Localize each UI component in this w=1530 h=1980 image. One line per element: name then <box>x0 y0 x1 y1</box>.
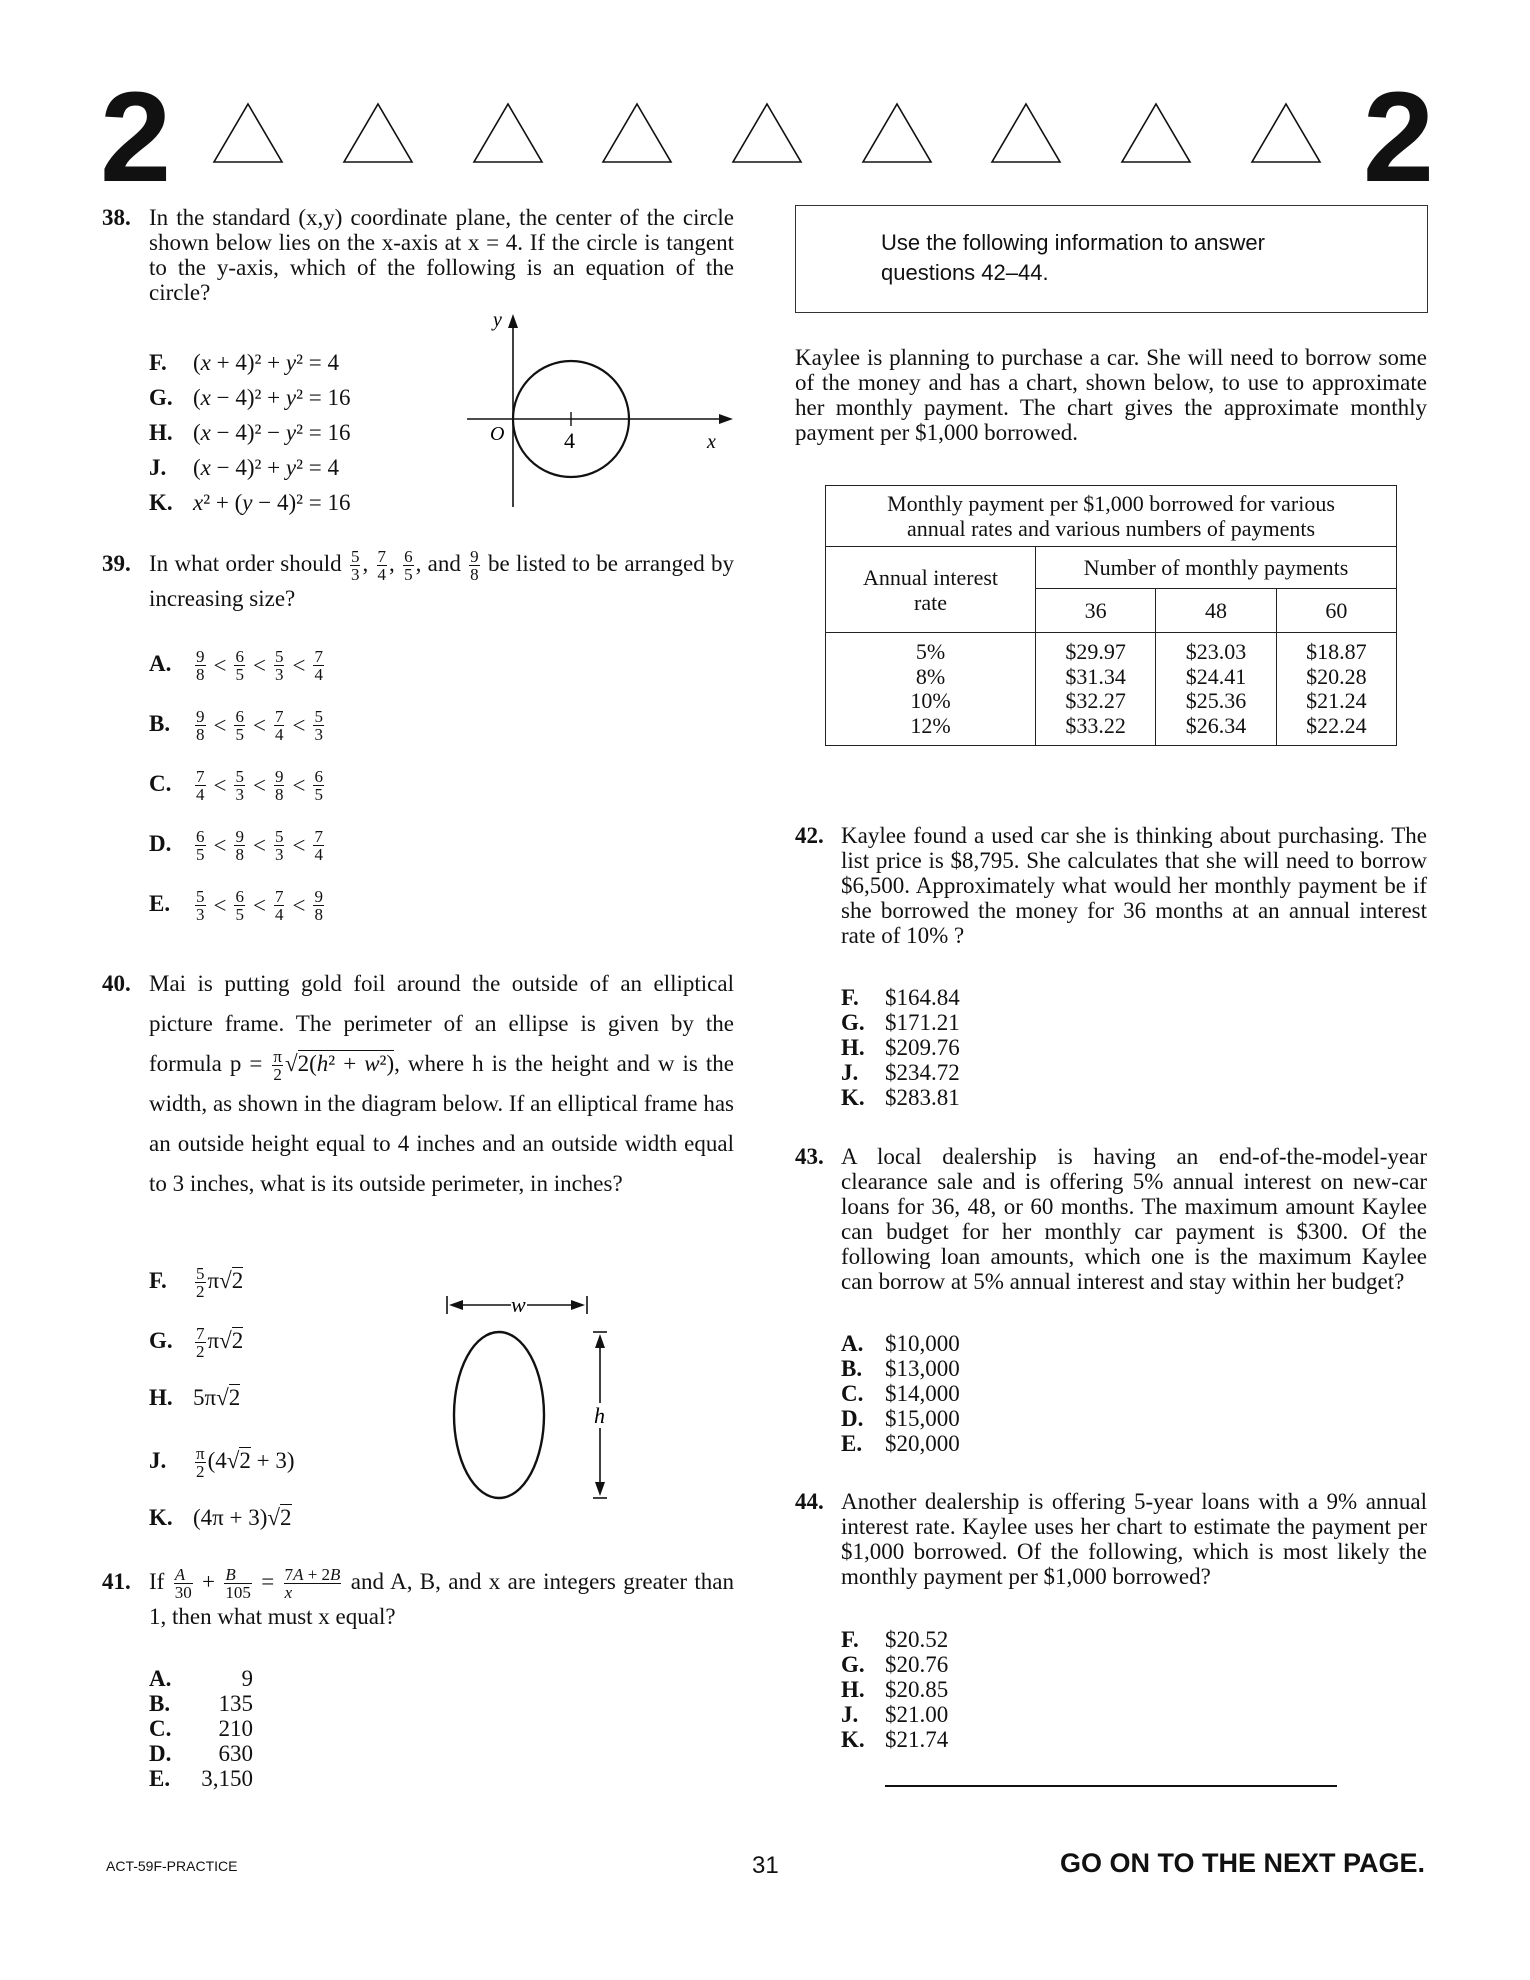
fraction: $\frac{9}{8}$ <box>470 547 479 585</box>
question-41 <box>102 1566 734 1633</box>
table-value: $33.22 <box>1065 712 1126 738</box>
ellipse-shape <box>454 1332 544 1498</box>
rates-cell <box>826 633 1036 746</box>
question-39 <box>102 548 734 615</box>
question-number: 42. <box>795 823 824 848</box>
option-text: $234.72 <box>885 1060 960 1085</box>
intro-paragraph: Kaylee is planning to purchase a car. She will need to borrow some of the money and has a chart, shown below, to use to approximate her monthly payment. The chart gives the approximate monthly payment per $1,000 borrowed. <box>795 345 1427 445</box>
option-text: 630 <box>218 1741 253 1766</box>
option-letter: D. <box>149 830 172 856</box>
answer-option[interactable] <box>149 1445 295 1480</box>
answer-option[interactable] <box>149 1741 253 1767</box>
option-letter: H. <box>841 1035 865 1060</box>
option-letter: K. <box>841 1085 865 1110</box>
option-letter: K. <box>841 1727 865 1752</box>
circle-diagram <box>455 312 740 512</box>
option-letter: A. <box>149 650 172 676</box>
triangle-icon <box>601 102 673 164</box>
option-text: $15,000 <box>885 1406 960 1431</box>
fraction: $\frac{\pi}{2}$ <box>196 1444 205 1481</box>
table-value: $26.34 <box>1185 712 1247 738</box>
col-48-cell <box>1156 633 1276 746</box>
option-text: $\frac{\pi}{2}$ (4√2 + 3) <box>196 1444 295 1481</box>
answer-option[interactable] <box>149 420 350 446</box>
question-number: 39. <box>102 551 131 576</box>
question-number: 43. <box>795 1144 824 1169</box>
w-label: w <box>511 1292 526 1317</box>
table-value: $24.41 <box>1185 663 1247 689</box>
table-value: $22.24 <box>1306 712 1367 738</box>
x-axis-arrow-icon <box>719 414 733 424</box>
option-text: $\frac{9}{8}$ < $\frac{6}{5}$ < $\frac{7}{4}$ < $\frac{5}{3}$ <box>196 707 323 744</box>
answer-option[interactable] <box>149 1716 253 1742</box>
table-value: $29.97 <box>1065 639 1126 664</box>
fraction: $\frac{9}{8}$ <box>235 827 244 864</box>
h-arrow-down-icon <box>595 1482 605 1496</box>
x-label: x <box>707 431 716 453</box>
question-44 <box>795 1489 1427 1589</box>
answer-option[interactable] <box>149 385 350 411</box>
option-text: $164.84 <box>885 985 960 1010</box>
option-text: $\frac{5}{2}$ π√2 <box>196 1264 244 1301</box>
option-letter: F. <box>149 1267 167 1293</box>
h-label: h <box>594 1403 605 1428</box>
option-letter: E. <box>149 1766 171 1791</box>
table-caption: Monthly payment per $1,000 borrowed for various annual rates and various numbers of payments <box>826 486 1397 547</box>
fraction: $\frac{7}{4}$ <box>314 647 323 684</box>
triangle-icon <box>990 102 1062 164</box>
answer-option[interactable] <box>149 455 339 481</box>
answer-option[interactable] <box>841 1035 960 1061</box>
question-text: A local dealership is having an end-of-the-model-year clearance sale and is offering 5% annual interest on new-car loans for 36, 48, or 60 months. The maximum amount Kaylee can budget for her monthly car payment is $300. Of the following loan amounts, which one is the maximum Kaylee can borrow at 5% annual interest and stay within her budget? <box>841 1144 1427 1294</box>
answer-option[interactable] <box>149 1385 240 1411</box>
w-arrow-right-icon <box>571 1300 585 1310</box>
end-rule <box>885 1785 1337 1787</box>
answer-option[interactable] <box>149 1265 243 1300</box>
question-number: 40. <box>102 971 131 996</box>
triangle-icon <box>731 102 803 164</box>
table-value: $20.28 <box>1306 663 1367 689</box>
fraction: $\frac{9}{8}$ <box>274 767 284 804</box>
answer-option[interactable] <box>841 1652 948 1678</box>
answer-option[interactable] <box>149 1691 253 1717</box>
formula-fraction: $\frac{\pi}{2}$ <box>273 1047 282 1085</box>
table-value: 5% <box>915 639 946 664</box>
table-value: $18.87 <box>1306 639 1367 664</box>
option-letter: J. <box>841 1060 859 1085</box>
option-letter: J. <box>149 1447 167 1473</box>
option-text: x² + (y − 4)² = 16 <box>193 490 351 515</box>
option-text: 5π√2 <box>193 1385 241 1410</box>
answer-option[interactable] <box>149 888 326 923</box>
table-value: $31.34 <box>1065 663 1126 689</box>
option-letter: F. <box>149 350 167 375</box>
question-43 <box>795 1144 1427 1294</box>
option-letter: B. <box>841 1356 863 1381</box>
option-letter: G. <box>149 385 173 410</box>
y-axis-arrow-icon <box>508 314 518 328</box>
answer-option[interactable] <box>149 828 326 863</box>
question-number: 38. <box>102 205 131 230</box>
question-42 <box>795 823 1427 948</box>
answer-option[interactable] <box>149 490 350 516</box>
fraction: $\frac{9}{8}$ <box>196 647 205 684</box>
option-text: 9 <box>241 1666 253 1691</box>
option-text: $20.85 <box>885 1677 949 1702</box>
column-header: 48 <box>1156 589 1276 633</box>
option-text: $\frac{7}{4}$ < $\frac{5}{3}$ < $\frac{9}{8}$ < $\frac{6}{5}$ <box>196 767 323 804</box>
fraction: $\frac{6}{5}$ <box>235 887 244 924</box>
question-text: Mai is putting gold foil around the outside of an elliptical picture frame. The perimeter of an ellipse is given by the formula p = $\frac{\pi}{2}$ √2(h² + w²), where h is the height and w is the width, as shown in the diagram below. If an elliptical frame has an outside height equal to 4 inches and an outside width equal to 3 inches, what is its outside perimeter, in inches? <box>149 971 735 1196</box>
triangle-icon <box>212 102 284 164</box>
fraction-list: $\frac{5}{3}$ , $\frac{7}{4}$ , $\frac{6}{5}$ , <box>350 547 422 585</box>
option-letter: E. <box>149 890 171 916</box>
fraction: $\frac{5}{3}$ <box>314 707 323 744</box>
section-number-left: 2 <box>100 66 168 209</box>
rate-header: Annual interest rate <box>826 547 1036 633</box>
fraction: $\frac{7}{4}$ <box>274 707 284 744</box>
fraction: $\frac{5}{2}$ <box>196 1264 205 1301</box>
option-letter: K. <box>149 1505 173 1530</box>
column-header: 60 <box>1276 589 1396 633</box>
col-60-cell <box>1276 633 1396 746</box>
option-letter: K. <box>149 490 173 515</box>
option-letter: H. <box>149 420 173 445</box>
option-text: $\frac{5}{3}$ < $\frac{6}{5}$ < $\frac{7}{4}$ < $\frac{9}{8}$ <box>196 887 323 924</box>
page-number: 31 <box>752 1852 779 1879</box>
fraction: $\frac{6}{5}$ <box>404 547 413 585</box>
option-letter: G. <box>149 1327 173 1353</box>
fraction: $\frac{9}{8}$ <box>196 707 205 744</box>
answer-option[interactable] <box>149 1666 253 1692</box>
option-text: (4π + 3)√2 <box>193 1505 292 1530</box>
formula-radical: √2(h² + w²) <box>284 1051 395 1076</box>
fraction: $\frac{6}{5}$ <box>235 707 244 744</box>
answer-option[interactable] <box>841 1727 948 1753</box>
option-text: (x − 4)² + y² = 4 <box>193 455 339 480</box>
fraction: $\frac{7}{2}$ <box>196 1324 205 1361</box>
w-arrow-left-icon <box>449 1300 463 1310</box>
option-letter: D. <box>841 1406 864 1431</box>
answer-option[interactable] <box>149 1325 243 1360</box>
option-text: $\frac{9}{8}$ < $\frac{6}{5}$ < $\frac{5}{3}$ < $\frac{7}{4}$ <box>196 647 323 684</box>
question-number: 41. <box>102 1569 131 1594</box>
question-number: 44. <box>795 1489 824 1514</box>
answer-option[interactable] <box>841 1702 948 1728</box>
answer-option[interactable] <box>149 708 326 743</box>
col-36-cell <box>1036 633 1156 746</box>
info-line-1: Use the following information to answer <box>881 230 1265 255</box>
option-letter: C. <box>149 1716 172 1741</box>
fraction: $\frac{7}{4}$ <box>377 547 387 585</box>
tick-label: 4 <box>564 428 575 453</box>
info-box <box>795 205 1428 313</box>
question-text: Kaylee found a used car she is thinking about purchasing. The list price is $8,795. She calculates that she will need to borrow $6,500. Approximately what would her monthly payment be if she borrowed the money for 36 months at an annual interest rate of 10% ? <box>841 823 1427 948</box>
answer-option[interactable] <box>841 1406 960 1432</box>
ellipse-diagram <box>445 1285 620 1510</box>
answer-option[interactable] <box>149 768 326 803</box>
question-text: Another dealership is offering 5-year loans with a 9% annual interest rate. Kaylee uses her chart to estimate the payment per $1,000 borrowed. Of the following, which is most likely the monthly payment per $1,000 borrowed? <box>841 1489 1427 1589</box>
question-38 <box>102 205 734 305</box>
option-letter: D. <box>149 1741 172 1766</box>
table-value: $25.36 <box>1185 688 1247 713</box>
fraction: $\frac{5}{3}$ <box>274 827 284 864</box>
option-letter: C. <box>841 1381 864 1406</box>
question-40 <box>102 964 734 1204</box>
answer-option[interactable] <box>841 985 960 1011</box>
option-text: $171.21 <box>885 1010 960 1035</box>
option-text: 3,150 <box>201 1766 253 1791</box>
fraction: $\frac{7}{4}$ <box>196 767 205 804</box>
info-line-2: questions 42–44. <box>881 260 1049 285</box>
y-label: y <box>493 312 502 331</box>
table-value: $21.24 <box>1306 688 1367 713</box>
option-text: $\frac{6}{5}$ < $\frac{9}{8}$ < $\frac{5}{3}$ < $\frac{7}{4}$ <box>196 827 323 864</box>
triangle-icon <box>1250 102 1322 164</box>
next-page-notice: GO ON TO THE NEXT PAGE. <box>1059 1848 1425 1878</box>
triangle-icon <box>861 102 933 164</box>
option-letter: C. <box>149 770 172 796</box>
option-text: (x + 4)² + y² = 4 <box>193 350 339 375</box>
table-value: 12% <box>910 712 951 738</box>
triangle-icon <box>342 102 414 164</box>
fraction: $\frac{6}{5}$ <box>235 647 244 684</box>
fraction-last <box>467 547 482 585</box>
table-value: $32.27 <box>1065 688 1126 713</box>
fraction: $\frac{6}{5}$ <box>196 827 205 864</box>
test-code: ACT-59F-PRACTICE <box>106 1858 238 1874</box>
option-letter: J. <box>841 1702 859 1727</box>
option-text: $13,000 <box>885 1356 960 1381</box>
fraction: $\frac{7}{4}$ <box>314 827 323 864</box>
option-text: $20.52 <box>885 1627 949 1652</box>
section-number-right: 2 <box>1362 66 1430 209</box>
fraction: $\frac{5}{3}$ <box>196 887 205 924</box>
option-text: $14,000 <box>885 1381 960 1406</box>
option-text: $\frac{7}{2}$ π√2 <box>196 1324 244 1361</box>
answer-option[interactable] <box>149 1505 292 1531</box>
option-text: $209.76 <box>885 1035 960 1060</box>
h-arrow-up-icon <box>595 1334 605 1348</box>
table-value: 10% <box>910 688 951 713</box>
equation: $\frac{A}{30}$ + $\frac{B}{105}$ = $\frac{7A + 2B}{x}$ <box>174 1565 341 1603</box>
payment-table <box>825 485 1397 746</box>
answer-option[interactable] <box>841 1331 960 1357</box>
table-value: $23.03 <box>1185 639 1247 664</box>
answer-option[interactable] <box>841 1010 960 1036</box>
option-letter: H. <box>841 1677 865 1702</box>
option-text: $20.76 <box>885 1652 949 1677</box>
option-letter: G. <box>841 1010 865 1035</box>
fraction: $\frac{9}{8}$ <box>314 887 323 924</box>
answer-option[interactable] <box>841 1431 960 1457</box>
section-header <box>100 66 1430 209</box>
answer-option[interactable] <box>149 648 326 683</box>
answer-option[interactable] <box>841 1085 960 1111</box>
fraction: $\frac{5}{3}$ <box>350 547 360 585</box>
option-text: 210 <box>218 1716 253 1741</box>
option-letter: F. <box>841 1627 859 1652</box>
answer-option[interactable] <box>841 1356 960 1382</box>
option-letter: H. <box>149 1385 173 1410</box>
answer-option[interactable] <box>841 1060 960 1086</box>
question-text: If $\frac{A}{30}$ + $\frac{B}{105}$ = $\frac{7A + 2B}{x}$ and A, B, and x are integers greater than 1, then what must x equal? <box>149 1565 735 1630</box>
option-text: $283.81 <box>885 1085 960 1110</box>
option-text: (x − 4)² + y² = 16 <box>193 385 351 410</box>
option-letter: B. <box>149 1691 171 1716</box>
answer-option[interactable] <box>841 1381 960 1407</box>
option-text: (x − 4)² − y² = 16 <box>193 420 351 445</box>
fraction: $\frac{5}{3}$ <box>274 647 284 684</box>
column-header: 36 <box>1036 589 1156 633</box>
fraction: $\frac{5}{3}$ <box>235 767 244 804</box>
fraction: $\frac{6}{5}$ <box>314 767 323 804</box>
triangle-icon <box>1120 102 1192 164</box>
option-text: $10,000 <box>885 1331 960 1356</box>
option-letter: B. <box>149 710 171 736</box>
option-letter: A. <box>841 1331 864 1356</box>
origin-label: O <box>490 423 505 445</box>
answer-option[interactable] <box>841 1627 948 1653</box>
triangle-icon <box>472 102 544 164</box>
fraction: $\frac{7}{4}$ <box>274 887 284 924</box>
option-text: $21.74 <box>885 1727 949 1752</box>
option-letter: G. <box>841 1652 865 1677</box>
table-value: 8% <box>915 663 946 689</box>
option-letter: F. <box>841 985 859 1010</box>
answer-option[interactable] <box>149 1766 253 1792</box>
option-text: $21.00 <box>885 1702 949 1727</box>
option-letter: E. <box>841 1431 863 1456</box>
question-text: In the standard (x,y) coordinate plane, the center of the circle shown below lies on the x-axis at x = 4. If the circle is tangent to the y-axis, which of the following is an equation of the circle? <box>149 205 734 305</box>
option-letter: J. <box>149 455 167 480</box>
question-text: In what order should $\frac{5}{3}$ , $\frac{7}{4}$ , $\frac{6}{5}$ , and $\frac{9}{8}$ be listed to be arranged by increasing size? <box>149 547 735 612</box>
answer-option[interactable] <box>149 350 339 376</box>
option-text: 135 <box>218 1691 253 1716</box>
answer-option[interactable] <box>841 1677 948 1703</box>
payments-header: Number of monthly payments <box>1036 547 1397 589</box>
option-letter: A. <box>149 1666 172 1691</box>
option-text: $20,000 <box>885 1431 960 1456</box>
